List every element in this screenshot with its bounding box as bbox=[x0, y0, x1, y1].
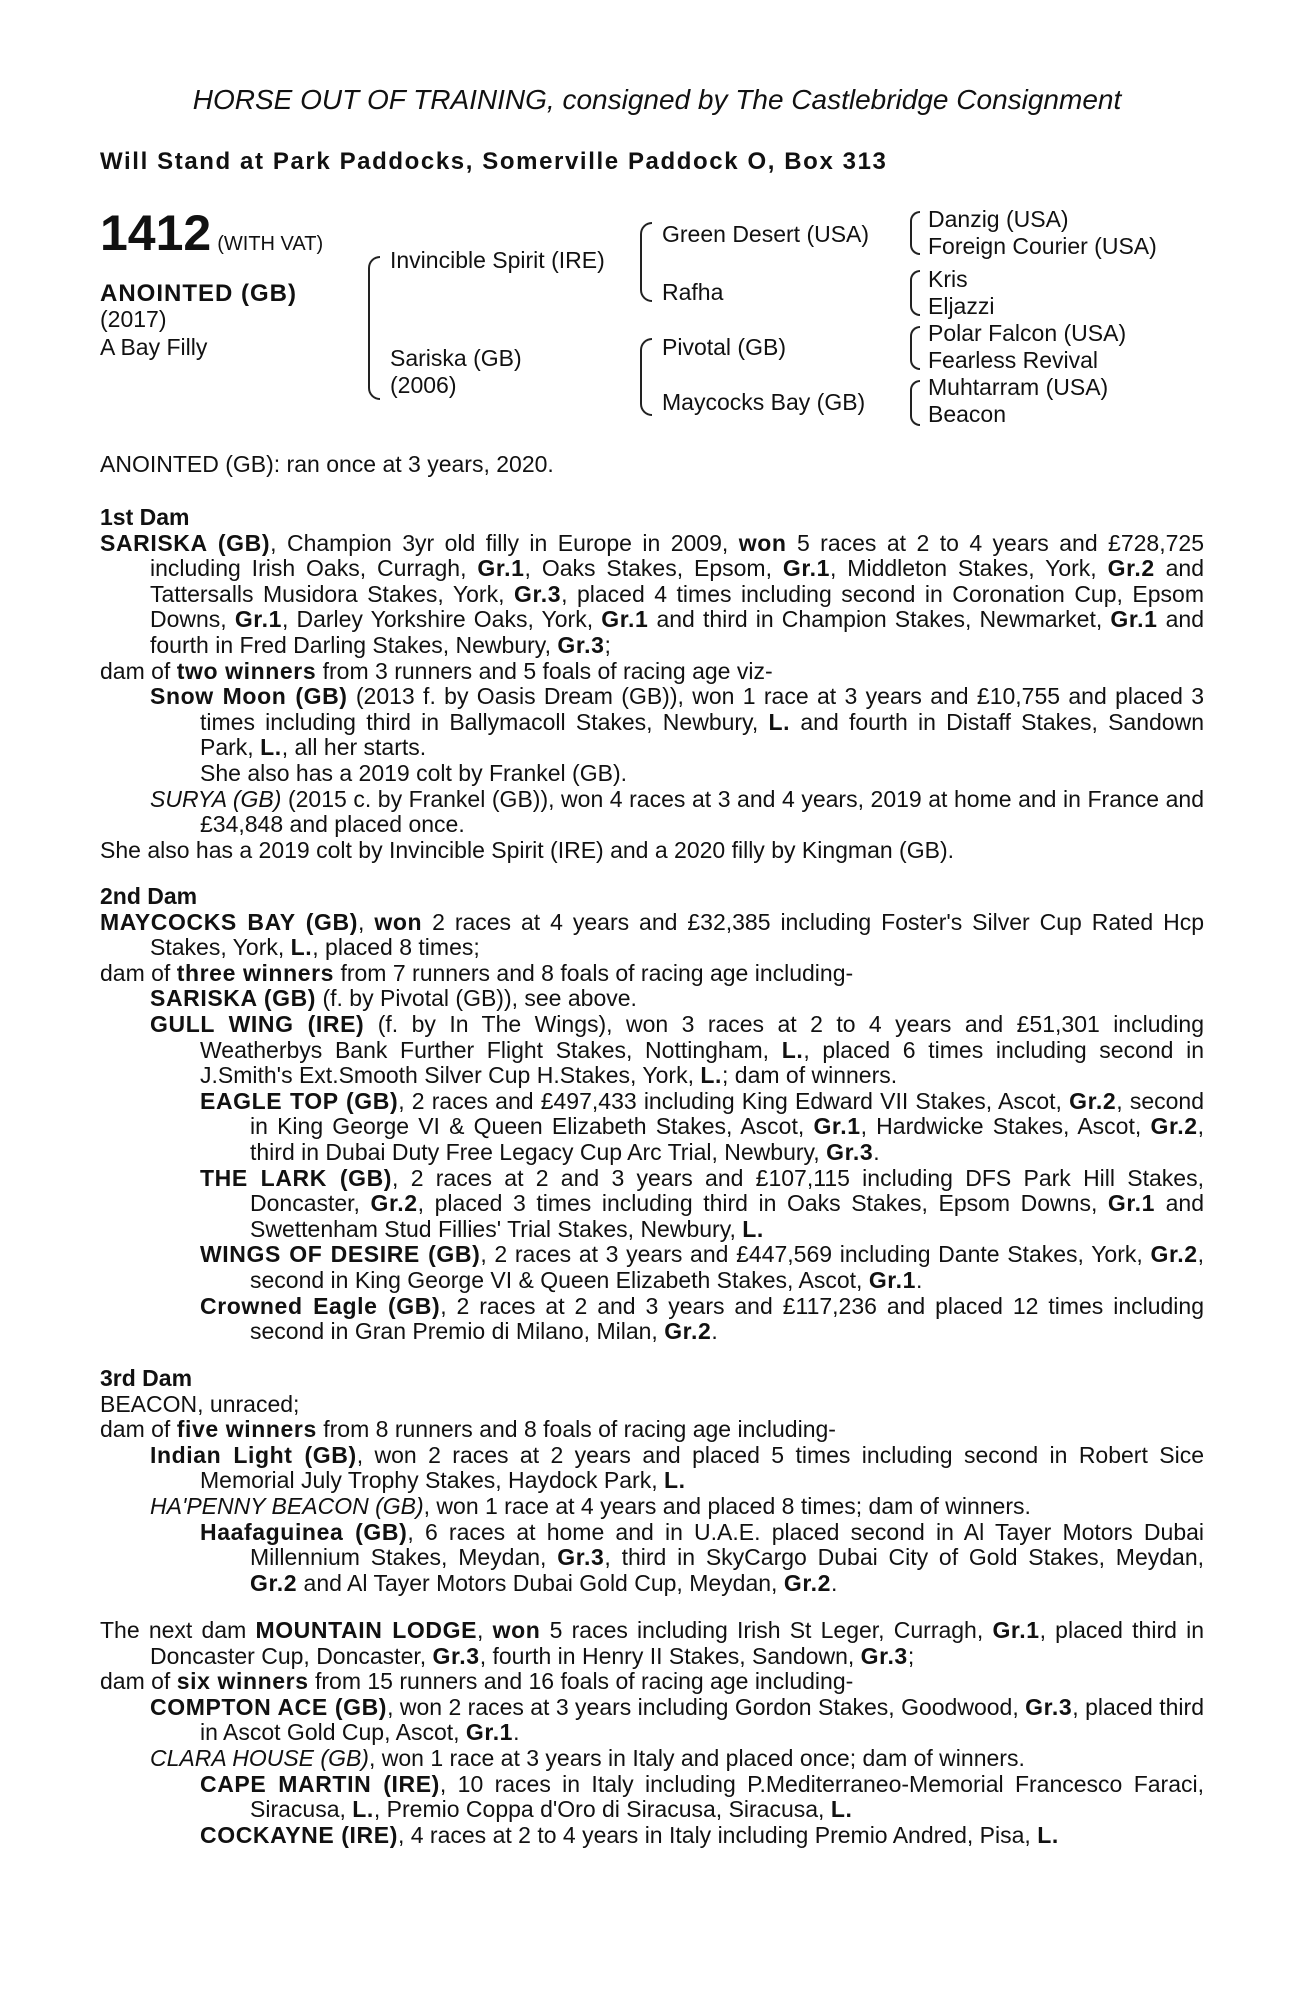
horse-name: ANOINTED (GB) bbox=[100, 280, 297, 307]
pedigree-sire-dam: Rafha bbox=[662, 279, 724, 305]
pedigree-dam-dam: Maycocks Bay (GB) bbox=[662, 389, 866, 415]
next-dam-produce-intro: dam of six winners from 15 runners and 16 foals of racing age including- bbox=[100, 1668, 854, 1695]
pedigree-dds: Muhtarram (USA) bbox=[928, 374, 1109, 400]
pedigree-sdd: Eljazzi bbox=[928, 293, 995, 319]
third-dam-title: 3rd Dam bbox=[100, 1365, 193, 1391]
second-dam-foal-sariska: SARISKA (GB) (f. by Pivotal (GB)), see above. bbox=[150, 985, 637, 1012]
second-dam-record: MAYCOCKS BAY (GB), won 2 races at 4 years and £32,385 including Foster's Silver Cup Rated Hcp Stakes, York, L., placed 8 times; bbox=[100, 908, 1204, 961]
pedigree-bracket-ds bbox=[910, 326, 920, 370]
grandfoal-cape-martin: CAPE MARTIN (IRE), 10 races in Italy including P.Mediterraneo-Memorial Francesco Faraci, Siracusa, L., Premio Coppa d'Oro di Siracusa, Siracusa, L. bbox=[200, 1770, 1204, 1823]
vat-note: (WITH VAT) bbox=[217, 233, 324, 255]
grandfoal-eagle-top: EAGLE TOP (GB), 2 races and £497,433 including King Edward VII Stakes, Ascot, Gr.2, second in King George VI & Queen Elizabeth Stakes, Ascot, Gr.1, Hardwicke Stakes, Ascot, Gr.2, third in Dubai Duty Free Legacy Cup Arc Trial, Newbury, Gr.3. bbox=[200, 1087, 1205, 1165]
pedigree-dam-sire: Pivotal (GB) bbox=[662, 334, 786, 360]
second-dam-foal-gull-wing: GULL WING (IRE) (f. by In The Wings), won 3 races at 2 to 4 years and £51,301 including Weatherbys Bank Further Flight Stakes, Nottingham, L., placed 6 times including second in J.Smith's Ext.Smooth Silver Cup H.Stakes, York, L.; dam of winners. bbox=[150, 1010, 1204, 1089]
pedigree-dss: Polar Falcon (USA) bbox=[928, 320, 1127, 346]
second-dam-title: 2nd Dam bbox=[100, 883, 198, 909]
first-dam-title: 1st Dam bbox=[100, 504, 190, 530]
race-summary: ANOINTED (GB): ran once at 3 years, 2020. bbox=[100, 451, 554, 477]
pedigree-bracket-sd bbox=[910, 270, 920, 316]
horse-description: A Bay Filly bbox=[100, 334, 208, 360]
third-dam-foal-hapenny-beacon: HA'PENNY BEACON (GB), won 1 race at 4 years and placed 8 times; dam of winners. bbox=[150, 1492, 1031, 1519]
pedigree-ddd: Beacon bbox=[928, 401, 1007, 427]
pedigree-bracket-ss bbox=[910, 211, 920, 255]
page-header-title: HORSE OUT OF TRAINING, consigned by The Castlebridge Consignment bbox=[192, 84, 1122, 115]
grandfoal-wings-of-desire: WINGS OF DESIRE (GB), 2 races at 3 years and £447,569 including Dante Stakes, York, Gr.2, second in King George VI & Queen Elizabeth Stakes, Ascot, Gr.1. bbox=[200, 1241, 1204, 1293]
first-dam-record: SARISKA (GB), Champion 3yr old filly in Europe in 2009, won 5 races at 2 to 4 years and £728,725 including Irish Oaks, Curragh, Gr.1, Oaks Stakes, Epsom, Gr.1, Middleton Stakes, York, Gr.2 and Tattersalls Musidora Stakes, York, Gr.3, placed 4 times including second in Coronation Cup, Epsom Downs, Gr.1, Darley Yorkshire Oaks, York, Gr.1 and third in Champion Stakes, Newmarket, Gr.1 and fourth in Fred Darling Stakes, Newbury, Gr.3; bbox=[100, 529, 1205, 658]
pedigree-dam-year: (2006) bbox=[390, 372, 457, 398]
first-dam-foal-surya: SURYA (GB) (2015 c. by Frankel (GB)), won 4 races at 3 and 4 years, 2019 at home and in France and £34,848 and placed once. bbox=[150, 785, 1204, 838]
first-dam-foal-snow-moon: Snow Moon (GB) (2013 f. by Oasis Dream (GB)), won 1 race at 3 years and £10,755 and placed 3 times including third in Ballymacoll Stakes, Newbury, L. and fourth in Distaff Stakes, Sandown Park, L., all her starts. bbox=[150, 683, 1205, 761]
pedigree-sire-sire: Green Desert (USA) bbox=[662, 221, 870, 247]
next-dam-section bbox=[100, 1618, 1204, 1848]
third-dam-section bbox=[100, 1366, 1204, 1596]
third-dam-produce-intro: dam of five winners from 8 runners and 8 foals of racing age including- bbox=[100, 1416, 836, 1443]
pedigree-bracket-gen1 bbox=[368, 256, 380, 400]
first-dam-additional-foals: She also has a 2019 colt by Invincible Spirit (IRE) and a 2020 filly by Kingman (GB). bbox=[100, 836, 954, 863]
first-dam-foal-note: She also has a 2019 colt by Frankel (GB). bbox=[200, 759, 627, 786]
next-dam-foal-compton-ace: COMPTON ACE (GB), won 2 races at 3 years including Gordon Stakes, Goodwood, Gr.3, placed third in Ascot Gold Cup, Ascot, Gr.1. bbox=[150, 1693, 1204, 1746]
pedigree-bracket-dam bbox=[640, 338, 652, 416]
lot-number-line bbox=[100, 205, 324, 269]
third-dam-record: BEACON, unraced; bbox=[100, 1390, 300, 1417]
next-dam-foal-clara-house: CLARA HOUSE (GB), won 1 race at 3 years in Italy and placed once; dam of winners. bbox=[150, 1744, 1025, 1771]
second-dam-section bbox=[100, 884, 1204, 1345]
pedigree-sss: Danzig (USA) bbox=[928, 206, 1069, 232]
third-dam-foal-indian-light: Indian Light (GB), won 2 races at 2 years and placed 5 times including second in Robert Sice Memorial July Trophy Stakes, Haydock Park, L. bbox=[150, 1441, 1204, 1494]
first-dam-produce-intro: dam of two winners from 3 runners and 5 foals of racing age viz- bbox=[100, 657, 773, 684]
next-dam-record: The next dam MOUNTAIN LODGE, won 5 races including Irish St Leger, Curragh, Gr.1, placed third in Doncaster Cup, Doncaster, Gr.3, fourth in Henry II Stakes, Sandown, Gr.3; bbox=[100, 1617, 1204, 1669]
pedigree-bracket-dd bbox=[910, 380, 920, 426]
pedigree-sire: Invincible Spirit (IRE) bbox=[390, 247, 605, 273]
pedigree-sds: Kris bbox=[928, 266, 968, 292]
pedigree-dsd: Fearless Revival bbox=[928, 347, 1098, 373]
lot-number: 1412 bbox=[100, 205, 212, 261]
grandfoal-cockayne: COCKAYNE (IRE), 4 races at 2 to 4 years in Italy including Premio Andred, Pisa, L. bbox=[200, 1821, 1059, 1848]
first-dam-section bbox=[100, 505, 1204, 863]
grandfoal-crowned-eagle: Crowned Eagle (GB), 2 races at 2 and 3 years and £117,236 and placed 12 times including second in Gran Premio di Milano, Milan, Gr.2. bbox=[200, 1292, 1204, 1345]
horse-year: (2017) bbox=[100, 306, 167, 332]
stand-location: Will Stand at Park Paddocks, Somerville Paddock O, Box 313 bbox=[100, 148, 888, 175]
pedigree-dam: Sariska (GB) bbox=[390, 345, 522, 371]
pedigree-ssd: Foreign Courier (USA) bbox=[928, 233, 1157, 259]
grandfoal-haafaguinea: Haafaguinea (GB), 6 races at home and in U.A.E. placed second in Al Tayer Motors Dubai Millennium Stakes, Meydan, Gr.3, third in SkyCargo Dubai City of Gold Stakes, Meydan, Gr.2 and Al Tayer Motors Dubai Gold Cup, Meydan, Gr.2. bbox=[200, 1518, 1205, 1596]
second-dam-produce-intro: dam of three winners from 7 runners and 8 foals of racing age including- bbox=[100, 959, 854, 986]
grandfoal-the-lark: THE LARK (GB), 2 races at 2 and 3 years and £107,115 including DFS Park Hill Stakes, Doncaster, Gr.2, placed 3 times including third in Oaks Stakes, Epsom Downs, Gr.1 and Swettenham Stud Fillies' Trial Stakes, Newbury, L. bbox=[200, 1164, 1205, 1242]
pedigree-bracket-sire bbox=[640, 222, 652, 302]
